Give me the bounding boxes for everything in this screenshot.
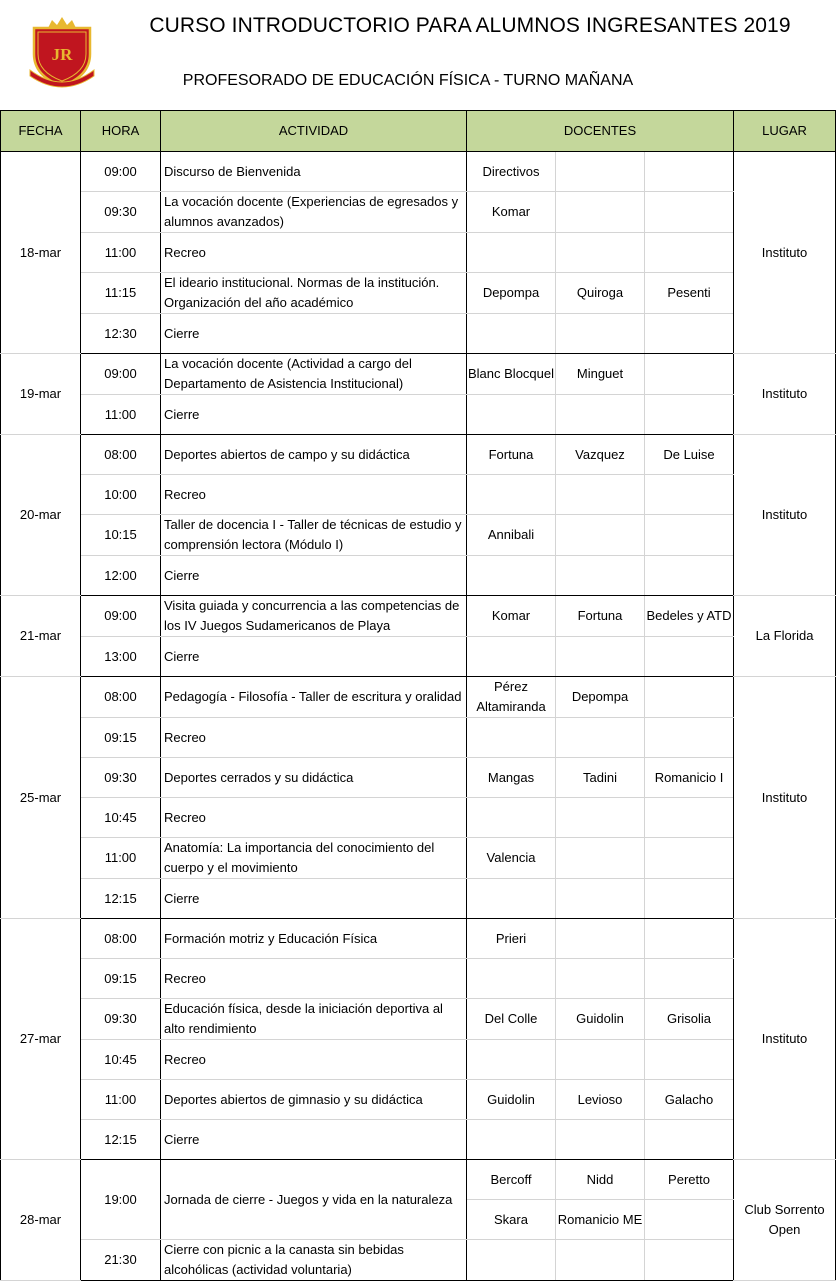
docente-cell <box>556 152 645 192</box>
time-cell: 10:00 <box>81 475 161 515</box>
place-cell: La Florida <box>734 596 836 677</box>
docente-cell: Skara <box>467 1200 556 1240</box>
activity-cell: Visita guiada y concurrencia a las competencias de los IV Juegos Sudamericanos de Playa <box>161 596 467 637</box>
docente-cell: Peretto <box>645 1160 734 1200</box>
activity-cell: Cierre <box>161 879 467 919</box>
docente-cell: Annibali <box>467 515 556 556</box>
time-cell: 09:30 <box>81 758 161 798</box>
activity-cell: Anatomía: La importancia del conocimiento del cuerpo y el movimiento <box>161 838 467 879</box>
docente-cell <box>467 1240 556 1281</box>
docente-cell <box>467 798 556 838</box>
activity-cell: Cierre <box>161 637 467 677</box>
table-row <box>1 838 836 879</box>
table-row <box>1 314 836 354</box>
docente-cell <box>645 354 734 395</box>
time-cell: 12:30 <box>81 314 161 354</box>
time-cell: 10:45 <box>81 1040 161 1080</box>
table-row <box>1 879 836 919</box>
activity-cell: Cierre <box>161 556 467 596</box>
docente-cell <box>556 475 645 515</box>
docente-cell: Fortuna <box>467 435 556 475</box>
docente-cell <box>645 314 734 354</box>
docente-cell: Pesenti <box>645 273 734 314</box>
place-cell: Instituto <box>734 677 836 919</box>
docente-cell: Romanicio ME <box>556 1200 645 1240</box>
docente-cell: Nidd <box>556 1160 645 1200</box>
docente-cell <box>645 152 734 192</box>
docente-cell: Romanicio I <box>645 758 734 798</box>
place-cell: Instituto <box>734 354 836 435</box>
docente-cell <box>556 637 645 677</box>
time-cell: 13:00 <box>81 637 161 677</box>
schedule-table <box>0 110 836 1281</box>
docente-cell <box>645 637 734 677</box>
docente-cell <box>467 637 556 677</box>
table-row <box>1 596 836 637</box>
docente-cell: Prieri <box>467 919 556 959</box>
docente-cell: Komar <box>467 596 556 637</box>
activity-cell: Taller de docencia I - Taller de técnicas de estudio y comprensión lectora (Módulo I) <box>161 515 467 556</box>
activity-cell: Cierre <box>161 395 467 435</box>
place-cell: Club Sorrento Open <box>734 1160 836 1281</box>
table-header-row <box>1 111 836 152</box>
docente-cell <box>645 838 734 879</box>
docente-cell <box>645 1040 734 1080</box>
time-cell: 09:30 <box>81 999 161 1040</box>
time-cell: 11:00 <box>81 838 161 879</box>
time-cell: 10:15 <box>81 515 161 556</box>
activity-cell: Recreo <box>161 959 467 999</box>
docente-cell <box>645 1240 734 1281</box>
docente-cell <box>556 556 645 596</box>
activity-cell: Deportes abiertos de gimnasio y su didáctica <box>161 1080 467 1120</box>
time-cell: 08:00 <box>81 919 161 959</box>
docente-cell <box>556 515 645 556</box>
time-cell: 11:15 <box>81 273 161 314</box>
col-header-fecha: FECHA <box>1 111 81 152</box>
table-row <box>1 152 836 192</box>
docente-cell <box>556 718 645 758</box>
table-row <box>1 718 836 758</box>
date-cell: 20-mar <box>1 435 81 596</box>
activity-cell: El ideario institucional. Normas de la institución. Organización del año académico <box>161 273 467 314</box>
activity-cell: Recreo <box>161 233 467 273</box>
docente-cell <box>645 475 734 515</box>
docente-cell <box>556 1240 645 1281</box>
table-row <box>1 1120 836 1160</box>
docente-cell <box>556 233 645 273</box>
table-row <box>1 919 836 959</box>
docente-cell: Guidolin <box>467 1080 556 1120</box>
docente-cell <box>467 314 556 354</box>
docente-cell <box>467 233 556 273</box>
table-body <box>1 152 836 1281</box>
time-cell: 09:15 <box>81 718 161 758</box>
docente-cell: Grisolia <box>645 999 734 1040</box>
place-cell: Instituto <box>734 435 836 596</box>
table-row <box>1 1160 836 1200</box>
docente-cell <box>556 192 645 233</box>
docente-cell <box>645 1120 734 1160</box>
docente-cell: Valencia <box>467 838 556 879</box>
docente-cell <box>556 798 645 838</box>
time-cell: 11:00 <box>81 1080 161 1120</box>
table-row <box>1 233 836 273</box>
docente-cell: Pérez Altamiranda <box>467 677 556 718</box>
docente-cell: Fortuna <box>556 596 645 637</box>
date-cell: 27-mar <box>1 919 81 1160</box>
table-row <box>1 959 836 999</box>
docente-cell <box>645 718 734 758</box>
place-cell: Instituto <box>734 919 836 1160</box>
time-cell: 08:00 <box>81 435 161 475</box>
place-cell: Instituto <box>734 152 836 354</box>
docente-cell <box>645 959 734 999</box>
docente-cell <box>645 919 734 959</box>
table-row <box>1 999 836 1040</box>
col-header-hora: HORA <box>81 111 161 152</box>
docente-cell: Quiroga <box>556 273 645 314</box>
table-row <box>1 395 836 435</box>
activity-cell: Formación motriz y Educación Física <box>161 919 467 959</box>
activity-cell: Recreo <box>161 718 467 758</box>
time-cell: 09:30 <box>81 192 161 233</box>
docente-cell <box>467 1120 556 1160</box>
date-cell: 28-mar <box>1 1160 81 1281</box>
table-row <box>1 354 836 395</box>
activity-cell: Cierre <box>161 1120 467 1160</box>
activity-cell: Cierre con picnic a la canasta sin bebidas alcohólicas (actividad voluntaria) <box>161 1240 467 1281</box>
activity-cell: Discurso de Bienvenida <box>161 152 467 192</box>
table-row <box>1 515 836 556</box>
docente-cell: Levioso <box>556 1080 645 1120</box>
table-row <box>1 758 836 798</box>
docente-cell <box>645 879 734 919</box>
docente-cell <box>467 1040 556 1080</box>
docente-cell: Directivos <box>467 152 556 192</box>
docente-cell <box>556 879 645 919</box>
docente-cell <box>645 677 734 718</box>
time-cell: 21:30 <box>81 1240 161 1281</box>
docente-cell <box>467 718 556 758</box>
docente-cell: Depompa <box>467 273 556 314</box>
page-title: CURSO INTRODUCTORIO PARA ALUMNOS INGRESANTES 2019 <box>149 14 791 37</box>
docente-cell: Depompa <box>556 677 645 718</box>
docente-cell: Komar <box>467 192 556 233</box>
time-cell: 08:00 <box>81 677 161 718</box>
activity-cell: Cierre <box>161 314 467 354</box>
docente-cell <box>645 556 734 596</box>
docente-cell: Vazquez <box>556 435 645 475</box>
docente-cell <box>556 838 645 879</box>
docente-cell <box>556 1120 645 1160</box>
docente-cell: Bercoff <box>467 1160 556 1200</box>
docente-cell <box>645 1200 734 1240</box>
table-row <box>1 192 836 233</box>
table-row <box>1 1040 836 1080</box>
docente-cell <box>645 192 734 233</box>
table-row <box>1 1240 836 1281</box>
date-cell: 19-mar <box>1 354 81 435</box>
time-cell: 09:00 <box>81 596 161 637</box>
docente-cell <box>467 879 556 919</box>
col-header-lugar: LUGAR <box>734 111 836 152</box>
activity-cell: Educación física, desde la iniciación deportiva al alto rendimiento <box>161 999 467 1040</box>
docente-cell <box>645 515 734 556</box>
docente-cell: Bedeles y ATD <box>645 596 734 637</box>
docente-cell: Mangas <box>467 758 556 798</box>
date-cell: 21-mar <box>1 596 81 677</box>
table-row <box>1 798 836 838</box>
table-row <box>1 1080 836 1120</box>
table-row <box>1 637 836 677</box>
docente-cell <box>556 1040 645 1080</box>
time-cell: 11:00 <box>81 395 161 435</box>
col-header-docentes: DOCENTES <box>467 111 734 152</box>
time-cell: 09:00 <box>81 354 161 395</box>
table-row <box>1 677 836 718</box>
time-cell: 09:00 <box>81 152 161 192</box>
docente-cell <box>467 556 556 596</box>
activity-cell: La vocación docente (Experiencias de egresados y alumnos avanzados) <box>161 192 467 233</box>
time-cell: 19:00 <box>81 1160 161 1240</box>
table-row <box>1 475 836 515</box>
docente-cell <box>556 959 645 999</box>
school-crest-logo <box>28 14 96 90</box>
docente-cell <box>556 314 645 354</box>
activity-cell: Recreo <box>161 798 467 838</box>
time-cell: 09:15 <box>81 959 161 999</box>
table-row <box>1 273 836 314</box>
svg-text:JR: JR <box>51 45 73 64</box>
docente-cell <box>467 959 556 999</box>
table-row <box>1 556 836 596</box>
docente-cell: Blanc Blocquel <box>467 354 556 395</box>
docente-cell <box>556 395 645 435</box>
time-cell: 12:00 <box>81 556 161 596</box>
activity-cell: Deportes cerrados y su didáctica <box>161 758 467 798</box>
activity-cell: Recreo <box>161 475 467 515</box>
date-cell: 25-mar <box>1 677 81 919</box>
docente-cell: Tadini <box>556 758 645 798</box>
document-header <box>0 0 836 110</box>
table-row <box>1 435 836 475</box>
date-cell: 18-mar <box>1 152 81 354</box>
activity-cell: Recreo <box>161 1040 467 1080</box>
docente-cell: De Luise <box>645 435 734 475</box>
activity-cell: Pedagogía - Filosofía - Taller de escritura y oralidad <box>161 677 467 718</box>
docente-cell <box>467 475 556 515</box>
time-cell: 12:15 <box>81 1120 161 1160</box>
docente-cell <box>556 919 645 959</box>
docente-cell <box>645 395 734 435</box>
page-subtitle: PROFESORADO DE EDUCACIÓN FÍSICA - TURNO MAÑANA <box>182 72 634 89</box>
docente-cell: Galacho <box>645 1080 734 1120</box>
activity-cell: Deportes abiertos de campo y su didáctica <box>161 435 467 475</box>
time-cell: 12:15 <box>81 879 161 919</box>
docente-cell: Minguet <box>556 354 645 395</box>
docente-cell <box>467 395 556 435</box>
docente-cell <box>645 233 734 273</box>
col-header-actividad: ACTIVIDAD <box>161 111 467 152</box>
activity-cell: Jornada de cierre - Juegos y vida en la naturaleza <box>161 1160 467 1240</box>
docente-cell: Guidolin <box>556 999 645 1040</box>
time-cell: 11:00 <box>81 233 161 273</box>
activity-cell: La vocación docente (Actividad a cargo del Departamento de Asistencia Institucional) <box>161 354 467 395</box>
docente-cell <box>645 798 734 838</box>
docente-cell: Del Colle <box>467 999 556 1040</box>
time-cell: 10:45 <box>81 798 161 838</box>
